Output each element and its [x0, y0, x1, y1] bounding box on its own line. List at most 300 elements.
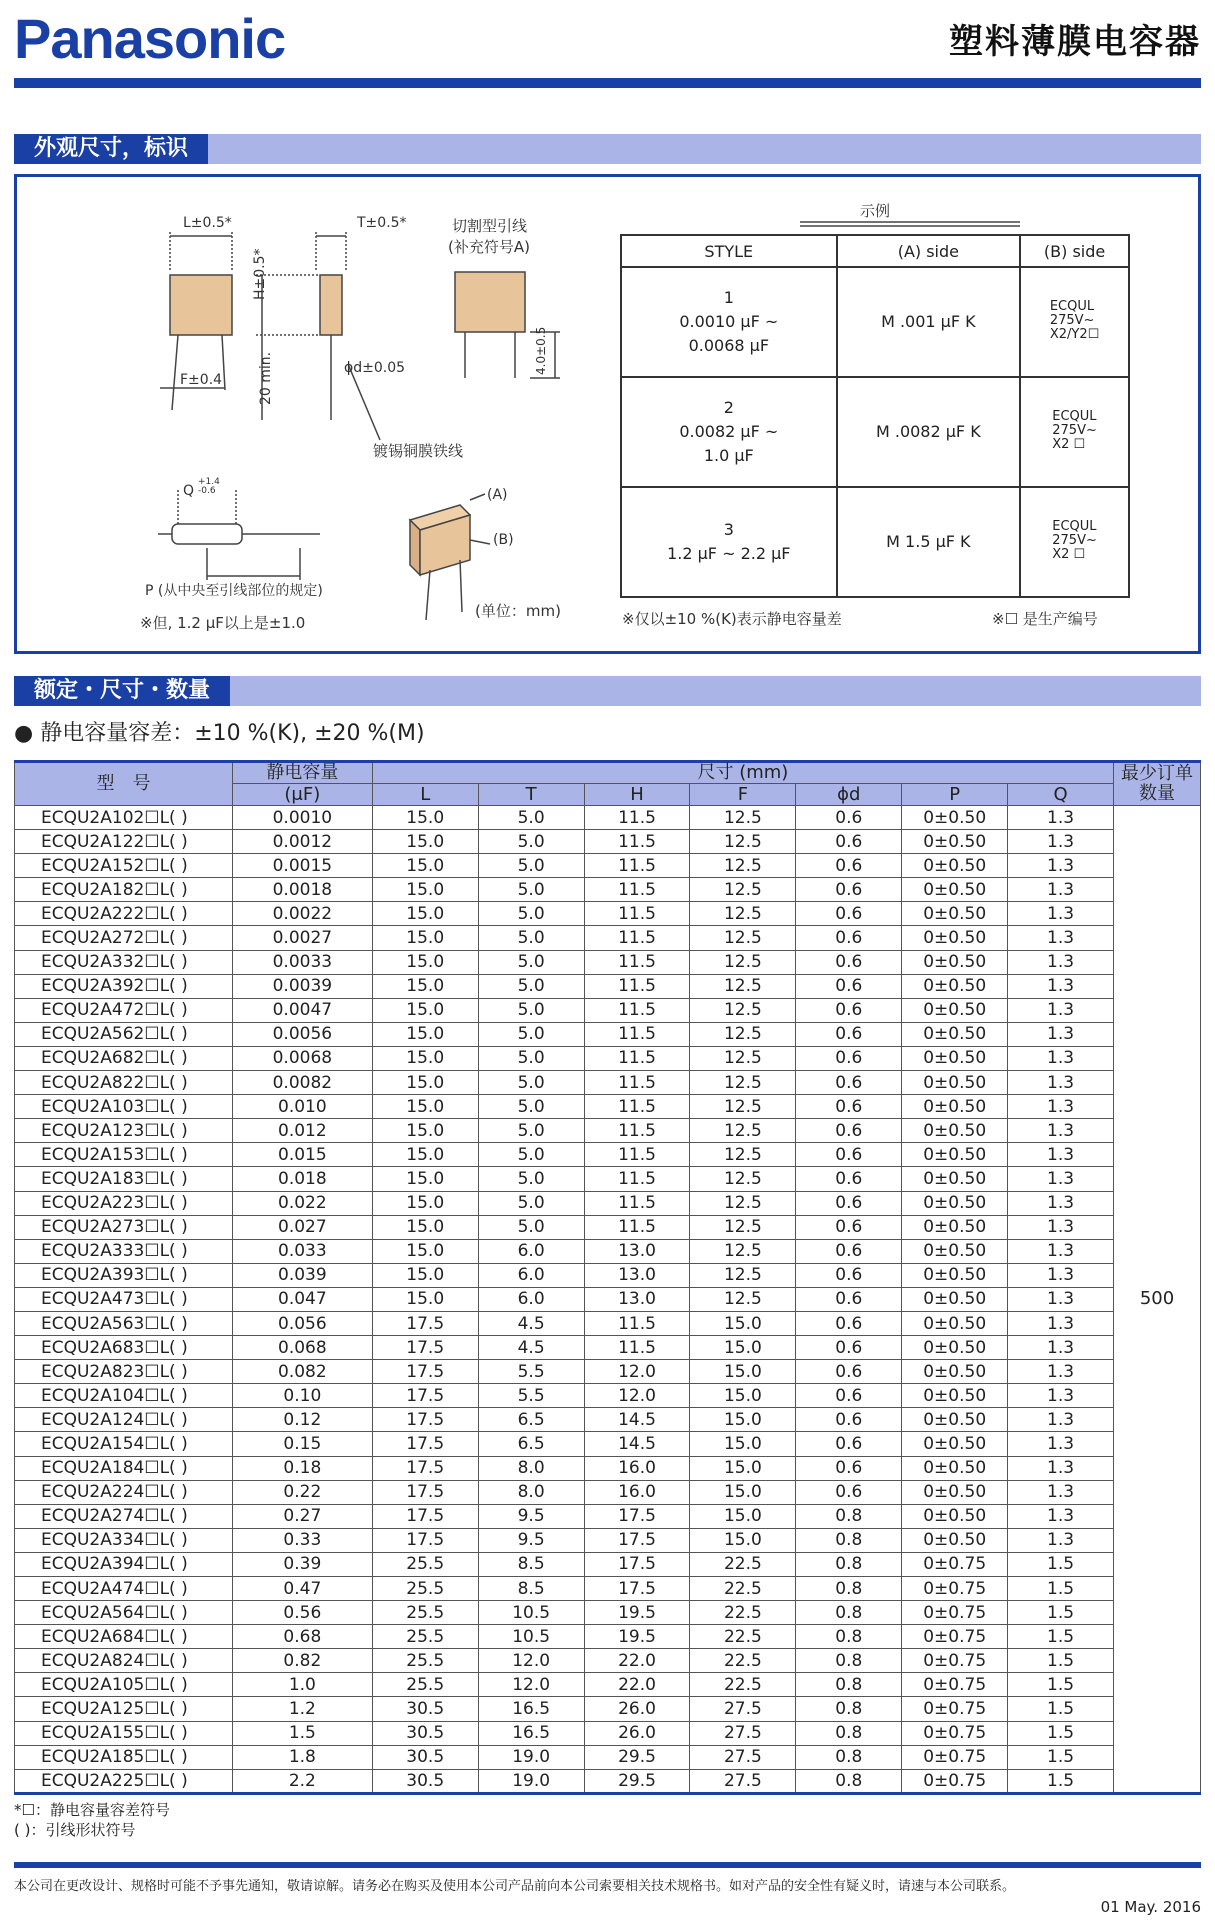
capacitance-value: 1.8 [232, 1745, 372, 1769]
dimension-value: 11.5 [584, 878, 690, 902]
part-number: ECQU2A824☐L( ) [15, 1649, 233, 1673]
dimension-value: 0±0.50 [902, 806, 1008, 830]
capacitance-value: 0.0010 [232, 806, 372, 830]
table-row [15, 1336, 1201, 1360]
table-row [15, 854, 1201, 878]
dimension-value: 16.0 [584, 1480, 690, 1504]
dimension-value: 17.5 [372, 1360, 478, 1384]
series-mark: ECQUL [1052, 408, 1097, 424]
cut-lead-code: (补充符号A) [448, 238, 530, 256]
part-number: ECQU2A272☐L( ) [15, 926, 233, 950]
dimension-value: 11.5 [584, 1311, 690, 1335]
dimension-value: 0.6 [796, 926, 902, 950]
table-row [15, 1143, 1201, 1167]
part-number: ECQU2A222☐L( ) [15, 902, 233, 926]
publication-date: 01 May. 2016 [1100, 1898, 1201, 1916]
dimension-value: 0±0.50 [902, 1311, 1008, 1335]
dimension-value: 16.5 [478, 1697, 584, 1721]
dimension-value: 0±0.75 [902, 1601, 1008, 1625]
dimension-value: 22.0 [584, 1649, 690, 1673]
dimension-value: 19.5 [584, 1601, 690, 1625]
table-row [15, 1625, 1201, 1649]
part-number: ECQU2A473☐L( ) [15, 1287, 233, 1311]
capacitance-value: 0.39 [232, 1552, 372, 1576]
b-side-marking [1020, 377, 1129, 487]
dimension-value: 25.5 [372, 1673, 478, 1697]
capacitance-value: 0.47 [232, 1577, 372, 1601]
dimension-value: 0.8 [796, 1745, 902, 1769]
cap-range-to: 1.0 μF [703, 446, 754, 465]
part-number: ECQU2A123☐L( ) [15, 1119, 233, 1143]
dimension-value: 17.5 [584, 1552, 690, 1576]
marking-example-table [620, 234, 1130, 598]
capacitance-value: 0.0039 [232, 974, 372, 998]
dimension-value: 0.6 [796, 1456, 902, 1480]
table-row [15, 1504, 1201, 1528]
dimension-value: 30.5 [372, 1697, 478, 1721]
dimension-value: 0.6 [796, 974, 902, 998]
table-row [15, 1287, 1201, 1311]
dimension-value: 0±0.75 [902, 1769, 1008, 1793]
dimension-value: 1.3 [1008, 1311, 1114, 1335]
dimension-value: 30.5 [372, 1721, 478, 1745]
table-row [15, 1239, 1201, 1263]
style-number: 1 [723, 288, 734, 307]
dimension-value: 0.6 [796, 902, 902, 926]
dim-d-label: ϕd±0.05 [344, 360, 406, 376]
table-row [15, 1432, 1201, 1456]
col-dim-0: L [372, 784, 478, 806]
capacitance-value: 0.22 [232, 1480, 372, 1504]
dimension-value: 1.3 [1008, 1143, 1114, 1167]
dimension-value: 5.0 [478, 1071, 584, 1095]
table-row [15, 1022, 1201, 1046]
table-row [15, 1119, 1201, 1143]
section-ratings-title: 额定・尺寸・数量 [14, 676, 230, 706]
col-style: STYLE [621, 235, 837, 267]
dimension-value: 0.8 [796, 1552, 902, 1576]
table-row [15, 830, 1201, 854]
dimension-value: 1.5 [1008, 1577, 1114, 1601]
dimension-value: 5.0 [478, 1022, 584, 1046]
production-code-note: ※☐ 是生产编号 [992, 610, 1098, 628]
dimension-value: 0±0.50 [902, 854, 1008, 878]
cap-range-from: 0.0082 μF ~ [679, 422, 779, 441]
dimension-value: 0±0.50 [902, 1456, 1008, 1480]
dimension-value: 0±0.50 [902, 950, 1008, 974]
col-dim-4: ϕd [796, 784, 902, 806]
dimension-value: 0±0.50 [902, 902, 1008, 926]
capacitance-value: 0.56 [232, 1601, 372, 1625]
class-mark: X2 ☐ [1052, 546, 1086, 562]
dimension-value: 0±0.75 [902, 1649, 1008, 1673]
capacitance-value: 0.10 [232, 1384, 372, 1408]
dimension-value: 1.5 [1008, 1625, 1114, 1649]
dimension-value: 22.5 [690, 1649, 796, 1673]
panasonic-logo: Panasonic [14, 7, 286, 70]
cap-range-from: 1.2 μF ~ 2.2 μF [667, 544, 791, 563]
dimension-value: 8.0 [478, 1456, 584, 1480]
dimension-value: 15.0 [690, 1528, 796, 1552]
dimension-value: 17.5 [584, 1528, 690, 1552]
capacitance-value: 0.010 [232, 1095, 372, 1119]
dimension-value: 26.0 [584, 1697, 690, 1721]
capacitance-value: 0.012 [232, 1119, 372, 1143]
col-dim-3: F [690, 784, 796, 806]
dimension-value: 17.5 [372, 1311, 478, 1335]
dimension-value: 12.5 [690, 950, 796, 974]
col-dimensions: 尺寸 (mm) [372, 762, 1113, 784]
part-number: ECQU2A153☐L( ) [15, 1143, 233, 1167]
table-row [15, 1480, 1201, 1504]
part-number: ECQU2A393☐L( ) [15, 1263, 233, 1287]
dimension-value: 1.5 [1008, 1769, 1114, 1793]
part-number: ECQU2A394☐L( ) [15, 1552, 233, 1576]
b-side-marking [1020, 487, 1129, 597]
dimension-value: 8.5 [478, 1552, 584, 1576]
dimension-value: 15.0 [690, 1504, 796, 1528]
table-row [15, 974, 1201, 998]
table-row [15, 926, 1201, 950]
dimension-value: 0.6 [796, 1215, 902, 1239]
dim-L-label: L±0.5* [183, 215, 232, 231]
table-row [15, 1528, 1201, 1552]
dimension-value: 17.5 [584, 1504, 690, 1528]
footnotes [14, 1800, 170, 1840]
dimension-value: 29.5 [584, 1745, 690, 1769]
part-number: ECQU2A183☐L( ) [15, 1167, 233, 1191]
part-number: ECQU2A334☐L( ) [15, 1528, 233, 1552]
dimension-value: 1.5 [1008, 1673, 1114, 1697]
voltage-mark: 275V~ [1052, 532, 1097, 548]
dimension-value: 12.5 [690, 1119, 796, 1143]
dimension-value: 16.0 [584, 1456, 690, 1480]
dimension-value: 12.0 [584, 1384, 690, 1408]
dimension-value: 0.6 [796, 854, 902, 878]
dimension-value: 15.0 [372, 1071, 478, 1095]
part-number: ECQU2A823☐L( ) [15, 1360, 233, 1384]
dimension-value: 12.0 [478, 1673, 584, 1697]
dimension-value: 1.5 [1008, 1649, 1114, 1673]
dimension-value: 15.0 [372, 1263, 478, 1287]
dimension-value: 0.6 [796, 1071, 902, 1095]
dimension-value: 1.5 [1008, 1697, 1114, 1721]
dimension-value: 22.5 [690, 1673, 796, 1697]
capacitance-value: 1.0 [232, 1673, 372, 1697]
dimension-value: 0.6 [796, 878, 902, 902]
dimension-value: 0.6 [796, 1119, 902, 1143]
cut-lead-label: 切割型引线 [452, 217, 528, 235]
dimension-value: 17.5 [372, 1504, 478, 1528]
dimension-value: 1.3 [1008, 830, 1114, 854]
dimension-value: 17.5 [372, 1384, 478, 1408]
capacitance-value: 0.0047 [232, 998, 372, 1022]
dimension-value: 0.6 [796, 1480, 902, 1504]
dimension-value: 12.5 [690, 1191, 796, 1215]
dimension-value: 15.0 [372, 926, 478, 950]
dimension-value: 12.5 [690, 1167, 796, 1191]
dimension-value: 11.5 [584, 950, 690, 974]
part-number: ECQU2A152☐L( ) [15, 854, 233, 878]
dimension-value: 0.6 [796, 806, 902, 830]
dimension-value: 17.5 [372, 1336, 478, 1360]
part-number: ECQU2A683☐L( ) [15, 1336, 233, 1360]
series-mark: ECQUL [1049, 298, 1095, 314]
part-number: ECQU2A102☐L( ) [15, 806, 233, 830]
dimension-value: 11.5 [584, 830, 690, 854]
dimension-value: 5.0 [478, 1119, 584, 1143]
dimension-value: 0±0.50 [902, 1504, 1008, 1528]
capacitance-value: 0.0018 [232, 878, 372, 902]
dimension-value: 29.5 [584, 1769, 690, 1793]
dimension-value: 11.5 [584, 1095, 690, 1119]
style-number: 3 [723, 520, 734, 539]
series-mark: ECQUL [1052, 518, 1097, 534]
dimension-value: 17.5 [372, 1408, 478, 1432]
part-number: ECQU2A185☐L( ) [15, 1745, 233, 1769]
capacitance-value: 1.2 [232, 1697, 372, 1721]
dimension-value: 12.5 [690, 974, 796, 998]
col-dim-6: Q [1008, 784, 1114, 806]
part-number: ECQU2A562☐L( ) [15, 1022, 233, 1046]
part-number: ECQU2A124☐L( ) [15, 1408, 233, 1432]
dimension-value: 0±0.50 [902, 1143, 1008, 1167]
dimension-value: 12.5 [690, 1071, 796, 1095]
dimension-value: 1.3 [1008, 1119, 1114, 1143]
dimension-value: 12.0 [478, 1649, 584, 1673]
dimension-value: 12.5 [690, 1239, 796, 1263]
dimension-value: 1.5 [1008, 1721, 1114, 1745]
part-number: ECQU2A333☐L( ) [15, 1239, 233, 1263]
dimension-value: 0±0.75 [902, 1745, 1008, 1769]
dimension-value: 1.3 [1008, 1432, 1114, 1456]
dimension-value: 0±0.50 [902, 1432, 1008, 1456]
table-row [15, 1191, 1201, 1215]
capacitance-tolerance: ● 静电容量容差：±10 %(K), ±20 %(M) [14, 721, 425, 746]
dimension-value: 0.6 [796, 830, 902, 854]
dimension-value: 11.5 [584, 1071, 690, 1095]
capacitance-value: 0.082 [232, 1360, 372, 1384]
part-number: ECQU2A332☐L( ) [15, 950, 233, 974]
col-capacitance: 静电容量 [232, 762, 372, 784]
cap-range-from: 0.0010 μF ~ [679, 312, 779, 331]
footnote-lead-symbol: ( )：引线形状符号 [14, 1821, 136, 1839]
dim-40-label: 4.0±0.5 [534, 326, 548, 375]
dimension-value: 0±0.50 [902, 974, 1008, 998]
dimension-value: 9.5 [478, 1528, 584, 1552]
col-dim-5: P [902, 784, 1008, 806]
dimension-value: 27.5 [690, 1721, 796, 1745]
dimension-value: 15.0 [372, 806, 478, 830]
dimension-value: 5.5 [478, 1360, 584, 1384]
dimension-value: 0±0.50 [902, 1528, 1008, 1552]
part-number: ECQU2A684☐L( ) [15, 1625, 233, 1649]
capacitance-value: 0.0082 [232, 1071, 372, 1095]
dimension-value: 5.0 [478, 854, 584, 878]
dimension-value: 12.5 [690, 806, 796, 830]
dimension-value: 15.0 [372, 830, 478, 854]
part-number: ECQU2A224☐L( ) [15, 1480, 233, 1504]
table-row [15, 1384, 1201, 1408]
dimension-value: 11.5 [584, 1046, 690, 1070]
dimension-value: 12.5 [690, 1215, 796, 1239]
dim-Q-tol: +1.4 -0.6 [198, 477, 220, 496]
capacitance-value: 0.0022 [232, 902, 372, 926]
dimension-value: 0.8 [796, 1721, 902, 1745]
table-row [15, 1456, 1201, 1480]
dimension-value: 25.5 [372, 1649, 478, 1673]
part-number: ECQU2A125☐L( ) [15, 1697, 233, 1721]
dimension-value: 22.5 [690, 1577, 796, 1601]
dimension-value: 15.0 [372, 998, 478, 1022]
dimension-value: 22.5 [690, 1625, 796, 1649]
dimension-value: 0.6 [796, 1046, 902, 1070]
dim-F-label: F±0.4 [180, 372, 223, 388]
dim-T-label: T±0.5* [357, 215, 407, 231]
part-number: ECQU2A392☐L( ) [15, 974, 233, 998]
dimension-value: 0±0.50 [902, 1046, 1008, 1070]
dimension-value: 15.0 [690, 1432, 796, 1456]
dimension-value: 4.5 [478, 1311, 584, 1335]
dimension-value: 5.0 [478, 926, 584, 950]
dimension-value: 12.5 [690, 926, 796, 950]
dimension-value: 30.5 [372, 1745, 478, 1769]
table-row [15, 1721, 1201, 1745]
dimension-value: 0.8 [796, 1625, 902, 1649]
dimension-value: 1.3 [1008, 950, 1114, 974]
capacitance-value: 0.15 [232, 1432, 372, 1456]
part-number: ECQU2A474☐L( ) [15, 1577, 233, 1601]
dimension-value: 1.3 [1008, 1480, 1114, 1504]
capacitance-value: 0.0033 [232, 950, 372, 974]
dimension-value: 12.5 [690, 902, 796, 926]
capacitance-value: 0.056 [232, 1311, 372, 1335]
dimension-value: 0.6 [796, 1360, 902, 1384]
dimension-value: 16.5 [478, 1721, 584, 1745]
dimension-value: 5.0 [478, 1095, 584, 1119]
capacitance-value: 0.027 [232, 1215, 372, 1239]
part-number: ECQU2A682☐L( ) [15, 1046, 233, 1070]
class-mark: X2/Y2☐ [1049, 326, 1100, 342]
dimension-value: 27.5 [690, 1769, 796, 1793]
dimension-value: 1.3 [1008, 974, 1114, 998]
dimension-value: 12.5 [690, 1095, 796, 1119]
dimension-value: 11.5 [584, 1022, 690, 1046]
dimension-value: 1.5 [1008, 1745, 1114, 1769]
part-number: ECQU2A154☐L( ) [15, 1432, 233, 1456]
dimension-value: 0.8 [796, 1577, 902, 1601]
dimension-value: 0±0.50 [902, 1191, 1008, 1215]
dimension-value: 0.8 [796, 1673, 902, 1697]
dimension-value: 27.5 [690, 1697, 796, 1721]
dimension-value: 0.6 [796, 1143, 902, 1167]
dimension-value: 0±0.50 [902, 1263, 1008, 1287]
dimension-value: 0±0.75 [902, 1625, 1008, 1649]
marking-row [621, 267, 1129, 377]
part-number: ECQU2A563☐L( ) [15, 1311, 233, 1335]
dimension-value: 0.6 [796, 1408, 902, 1432]
dimension-value: 8.5 [478, 1577, 584, 1601]
dimension-value: 0.8 [796, 1769, 902, 1793]
capacitance-value: 0.82 [232, 1649, 372, 1673]
capacitance-value: 0.18 [232, 1456, 372, 1480]
dimension-value: 1.3 [1008, 1456, 1114, 1480]
dimension-value: 17.5 [372, 1432, 478, 1456]
dimension-value: 0±0.50 [902, 1022, 1008, 1046]
dimension-value: 30.5 [372, 1769, 478, 1793]
capacitance-value: 0.12 [232, 1408, 372, 1432]
col-capacitance-unit: (μF) [232, 784, 372, 806]
capacitance-value: 0.27 [232, 1504, 372, 1528]
dimension-value: 0±0.75 [902, 1552, 1008, 1576]
dimension-value: 5.0 [478, 830, 584, 854]
dimension-value: 0.6 [796, 1167, 902, 1191]
dimension-value: 0±0.50 [902, 998, 1008, 1022]
dimension-value: 22.0 [584, 1673, 690, 1697]
dimension-value: 6.5 [478, 1408, 584, 1432]
side-A-label: (A) [487, 487, 508, 503]
document-title: 塑料薄膜电容器 [949, 22, 1201, 62]
dimension-value: 6.5 [478, 1432, 584, 1456]
dimension-value: 22.5 [690, 1552, 796, 1576]
part-number: ECQU2A225☐L( ) [15, 1769, 233, 1793]
col-moq: 最少订单数量 [1114, 762, 1201, 806]
dimension-value: 9.5 [478, 1504, 584, 1528]
b-side-marking [1020, 267, 1129, 377]
unit-label: (单位：mm) [475, 602, 561, 620]
table-row [15, 1311, 1201, 1335]
dimension-value: 0±0.50 [902, 830, 1008, 854]
dim-H-label: H±0.5* [252, 248, 268, 300]
dimension-value: 6.0 [478, 1239, 584, 1263]
dimension-value: 15.0 [372, 1167, 478, 1191]
dimension-value: 5.0 [478, 902, 584, 926]
dimension-value: 1.5 [1008, 1552, 1114, 1576]
marking-row [621, 377, 1129, 487]
dimension-value: 1.3 [1008, 1095, 1114, 1119]
dimension-value: 15.0 [690, 1336, 796, 1360]
dimension-value: 0±0.75 [902, 1697, 1008, 1721]
dimension-value: 0.6 [796, 1311, 902, 1335]
dimension-value: 0.6 [796, 1336, 902, 1360]
dimension-value: 22.5 [690, 1601, 796, 1625]
part-number: ECQU2A182☐L( ) [15, 878, 233, 902]
sample-title: 示例 [860, 202, 891, 220]
part-number: ECQU2A103☐L( ) [15, 1095, 233, 1119]
table-row [15, 878, 1201, 902]
dimension-value: 15.0 [372, 1215, 478, 1239]
dimension-value: 25.5 [372, 1577, 478, 1601]
dimension-value: 1.3 [1008, 1239, 1114, 1263]
dimension-value: 11.5 [584, 1167, 690, 1191]
dimension-value: 12.5 [690, 854, 796, 878]
dimension-value: 0.8 [796, 1601, 902, 1625]
dimension-value: 0±0.50 [902, 1360, 1008, 1384]
tolerance-note: ※但, 1.2 μF以上是±1.0 [140, 614, 306, 632]
dimension-value: 6.0 [478, 1287, 584, 1311]
dimension-value: 0±0.50 [902, 926, 1008, 950]
dimension-value: 0±0.50 [902, 1336, 1008, 1360]
marking-row [621, 487, 1129, 597]
dim-Q-label: Q [183, 483, 195, 499]
dimension-value: 11.5 [584, 1336, 690, 1360]
dimension-value: 27.5 [690, 1745, 796, 1769]
table-row [15, 1673, 1201, 1697]
dimension-value: 25.5 [372, 1601, 478, 1625]
part-number: ECQU2A472☐L( ) [15, 998, 233, 1022]
dimension-value: 1.3 [1008, 1384, 1114, 1408]
dimension-value: 10.5 [478, 1601, 584, 1625]
